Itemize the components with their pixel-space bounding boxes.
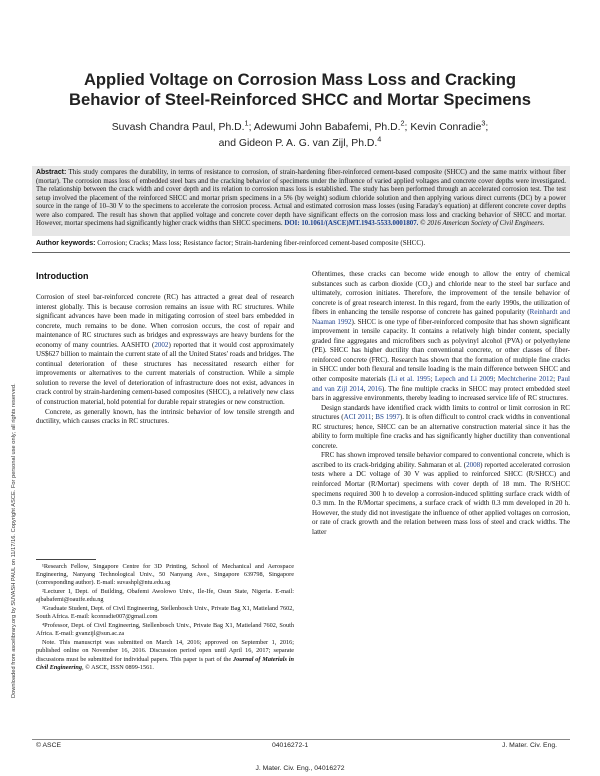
section-heading-introduction: Introduction	[36, 271, 89, 281]
footnote-divider	[36, 559, 96, 560]
right-column	[312, 270, 570, 537]
citation-link[interactable]: ACI 2011	[343, 413, 372, 422]
paragraph-text: ). The fine multiple cracks in SHCC may protect embedded steel bars in aggressive environments, thereby leading to increased service life of RC structures.	[312, 384, 571, 403]
citation-separator: ;	[553, 375, 558, 384]
paragraph-text: ). It is often difficult to control crack widths in conventional RC structures; hence, SHCC can be an alternative construction material since it has the ability to form multiple fine cracks and has significantly higher ductility than conventional concrete.	[312, 413, 570, 450]
author-separator: ;	[404, 122, 411, 133]
paragraph-text: ) reported that it would cost approximately US$627 billion to maintain the current state of all the United States' roads and bridges. The continual deterioration of these structures has necessitated research either for improvements or alternatives to the current materials of construction. While a simple solution to reverse the level of deterioration of infrastructure does not exist, advances in crack control by strain-hardening cement-based composites (SHCC), a relatively new class of construction material, hold potential for durable repair strategies or new construction.	[36, 340, 294, 407]
abstract-text: This study compares the durability, in terms of resistance to corrosion, of strain-hardening fiber-reinforced cement-based composite (SHCC) and the same matrix without fiber (mortar). The corrosion mass loss of embedded steel bars and the cracking behavior of specimens under the influence of varied applied voltages and concrete cover depths were investigated. The relationship between the crack width and cover depth and its relation to corrosion mass loss is established. The study has been performed through an accelerated corrosion test. The test setup involved the placement of the reinforced SHCC and mortar prism specimens in a 5% (by weight) sodium chloride solution and then applying various direct currents (DC) by a power source in the range of 10–30 V to the specimens to accelerate the corrosion process. Actual and estimated corrosion mass losses (using Faraday's equation) at different concrete cover depths were also compared. The result has shown that applied voltage and concrete cover depth have significant effects on the corrosion mass loss and cracking behavior of SHCC and mortar. However, mortar specimens had significantly higher crack widths than SHCC specimens.	[36, 169, 566, 228]
paragraph-text: ) reported accelerated corrosion tests where a DC voltage of 30 V was applied to reinforced SHCC (R/SHCC) and reinforced Mortar (R/Mortar) specimens with cover depth of 18 mm. The R/SHCC specimens required 300 h to develop a corrosion-induced splitting surface crack width of 0.3 mm. In the R/Mortar specimens, a surface crack of width 0.3 mm developed in 20 h. However, the study did not investigate the influence of other applied voltages on corrosion, or rate of crack growth and the relation between mass loss of steel and crack widths. The latter	[312, 460, 570, 536]
citation-separator: ;	[430, 375, 435, 384]
footnote-affiliation: ⁴Professor, Dept. of Civil Engineering, Stellenbosch Univ., Private Bag X1, Matieland 7602, South Africa. E-mail: gvanzijl@sun.ac.za	[36, 622, 294, 638]
citation-link[interactable]: 2008	[466, 460, 481, 469]
title-line-2: Behavior of Steel-Reinforced SHCC and Mortar Specimens	[69, 90, 531, 109]
subscript: 2	[427, 284, 431, 290]
citation-separator: ;	[371, 413, 376, 422]
author-name: Kevin Conradie	[410, 122, 482, 133]
footer-journal: J. Mater. Civ. Eng.	[502, 742, 558, 749]
note-text-end: , © ASCE, ISSN 0899-1561.	[82, 663, 154, 671]
author-separator: ;	[485, 122, 489, 133]
footnote-affiliation: ³Graduate Student, Dept. of Civil Engineering, Stellenbosch Univ., Private Bag X1, Matieland 7602, South Africa. E-mail: kconradie007@gmail.com	[36, 605, 294, 621]
paragraph-text: FRC has shown improved tensile behavior compared to conventional concrete, which is ascribed to its crack-bridging ability. Sahmaran et al. (	[312, 451, 570, 469]
author-affiliation-marker: 2	[400, 118, 405, 128]
footer-copyright: © ASCE	[36, 742, 62, 749]
citation-separator: ;	[493, 375, 498, 384]
paragraph-text: Design standards have identified crack width limits to control or limit corrosion in RC structures (	[312, 403, 570, 422]
abstract-copyright: © 2016 American Society of Civil Engineers.	[420, 220, 545, 228]
abstract	[36, 169, 566, 229]
paragraph	[312, 451, 570, 537]
download-notice-sidebar	[2, 100, 17, 700]
journal-citation-line: J. Mater. Civ. Eng., 04016272	[255, 765, 345, 772]
note-journal-name: Journal of Materials in Civil Engineering	[36, 655, 294, 671]
author-separator: ;	[248, 122, 254, 133]
download-notice-text: Downloaded from ascelibrary.org by SUVASH PAUL on 11/17/16. Copyright ASCE. For personal use only; all rights reserved.	[11, 383, 17, 698]
left-column	[36, 293, 294, 427]
paragraph-text: Corrosion of steel bar-reinforced concrete (RC) has attracted a great deal of research interest globally. This is because corrosion remains an issue with RC structures. While significant advances have been made in mitigating corrosion of steel bars embedded in concrete, much remains to be done. When corrosion occurs, the cost of repair and maintenance of RC structures such as bridges and expressways are heavy burdens for the economy of many countries. AASHTO (	[36, 293, 294, 349]
author-affiliation-marker: 4	[377, 134, 382, 144]
paragraph: Concrete, as generally known, has the intrinsic behavior of low tensile strength and ductility, which causes cracks in RC structures.	[36, 407, 294, 426]
citation-link[interactable]: 2016	[367, 384, 382, 393]
footnote-affiliation: ²Lecturer I, Dept. of Building, Obafemi Awolowo Univ., Ile-Ife, Osun State, Nigeria. E-mail: ajbabafemi@oauife.edu.ng	[36, 588, 294, 604]
abstract-label: Abstract:	[36, 169, 67, 176]
paragraph-text: ). SHCC is one type of fiber-reinforced composite that has shown significant improvement in tensile capacity. It contains a relatively high binder content, specially graded fine aggregates and microfibers such as polyvinyl alcohol (PVA) or polyethylene (PE). SHCC has higher ductility than conventional concrete, or other classes of fiber-reinforced concrete (FRC). Research has shown that the formation of multiple fine cracks in SHCC under both flexural and tensile loading is the main difference between SHCC and other composite materials (	[312, 317, 570, 384]
author-line-1	[40, 120, 560, 136]
paragraph-text: ) and chloride near to the steel bar surface and ultimately, corrosion initiates. Therefore, the improvement of the tensile behavior of concrete is of great research interest. In this regard, from the early 1990s, the utilization of fibers in enhancing the tensile response of concrete has gained popularity (	[312, 279, 570, 317]
author-name: Suvash Chandra Paul, Ph.D.	[111, 122, 245, 133]
footnote-affiliation: ¹Research Fellow, Singapore Centre for 3D Printing, School of Mechanical and Aerospace Engineering, Nanyang Technological Univ., 50 Nanyang Ave., Singapore 639798, Singapore (corresponding author). E-mail: suvashpl@ntu.edu.sg	[36, 563, 294, 587]
author-keywords	[36, 239, 566, 248]
citation-link[interactable]: 2002	[154, 340, 169, 349]
keywords-label: Author keywords:	[36, 240, 96, 247]
footer-page-number: 04016272-1	[272, 742, 309, 749]
author-conjunction: and	[218, 138, 239, 149]
paragraph-text: Oftentimes, these cracks can become wide enough to allow the entry of chemical substances such as carbon dioxide (CO	[312, 270, 570, 288]
footnotes	[36, 563, 294, 673]
keywords-text: Corrosion; Cracks; Mass loss; Resistance factor; Strain-hardening fiber-reinforced cement-based composite (SHCC).	[97, 239, 426, 247]
citation-link[interactable]: Reinhardt and Naaman 1992	[312, 308, 570, 326]
citation-separator: ,	[363, 384, 368, 393]
author-list	[40, 120, 560, 152]
article-title	[40, 70, 560, 110]
footer-divider	[32, 739, 570, 740]
paragraph	[312, 404, 570, 452]
paragraph	[36, 293, 294, 408]
author-line-2	[40, 136, 560, 152]
citation-link[interactable]: Paul and van Zijl 2014	[312, 375, 570, 393]
author-affiliation-marker: 1	[244, 118, 249, 128]
citation-link[interactable]: Mechtcherine 2012	[497, 375, 554, 384]
author-name: Adewumi John Babafemi, Ph.D.	[253, 122, 401, 133]
footnote-manuscript-note	[36, 639, 294, 671]
title-line-1: Applied Voltage on Corrosion Mass Loss and Cracking	[83, 70, 517, 89]
citation-link[interactable]: Lepech and Li 2009	[434, 375, 494, 384]
doi-link[interactable]: DOI: 10.1061/(ASCE)MT.1943-5533.0001807.	[284, 220, 419, 228]
citation-link[interactable]: Li et al. 1995	[390, 375, 431, 384]
section-divider	[32, 252, 570, 253]
note-text: Note. This manuscript was submitted on March 14, 2016; approved on September 1, 2016; published online on November 16, 2016. Discussion period open until April 16, 2017; separate discussions must be submitted for individual papers. This paper is part of the	[36, 639, 294, 663]
author-affiliation-marker: 3	[481, 118, 486, 128]
author-name: Gideon P. A. G. van Zijl, Ph.D.	[238, 138, 378, 149]
citation-link[interactable]: BS 1997	[375, 413, 400, 422]
paragraph	[312, 270, 570, 404]
